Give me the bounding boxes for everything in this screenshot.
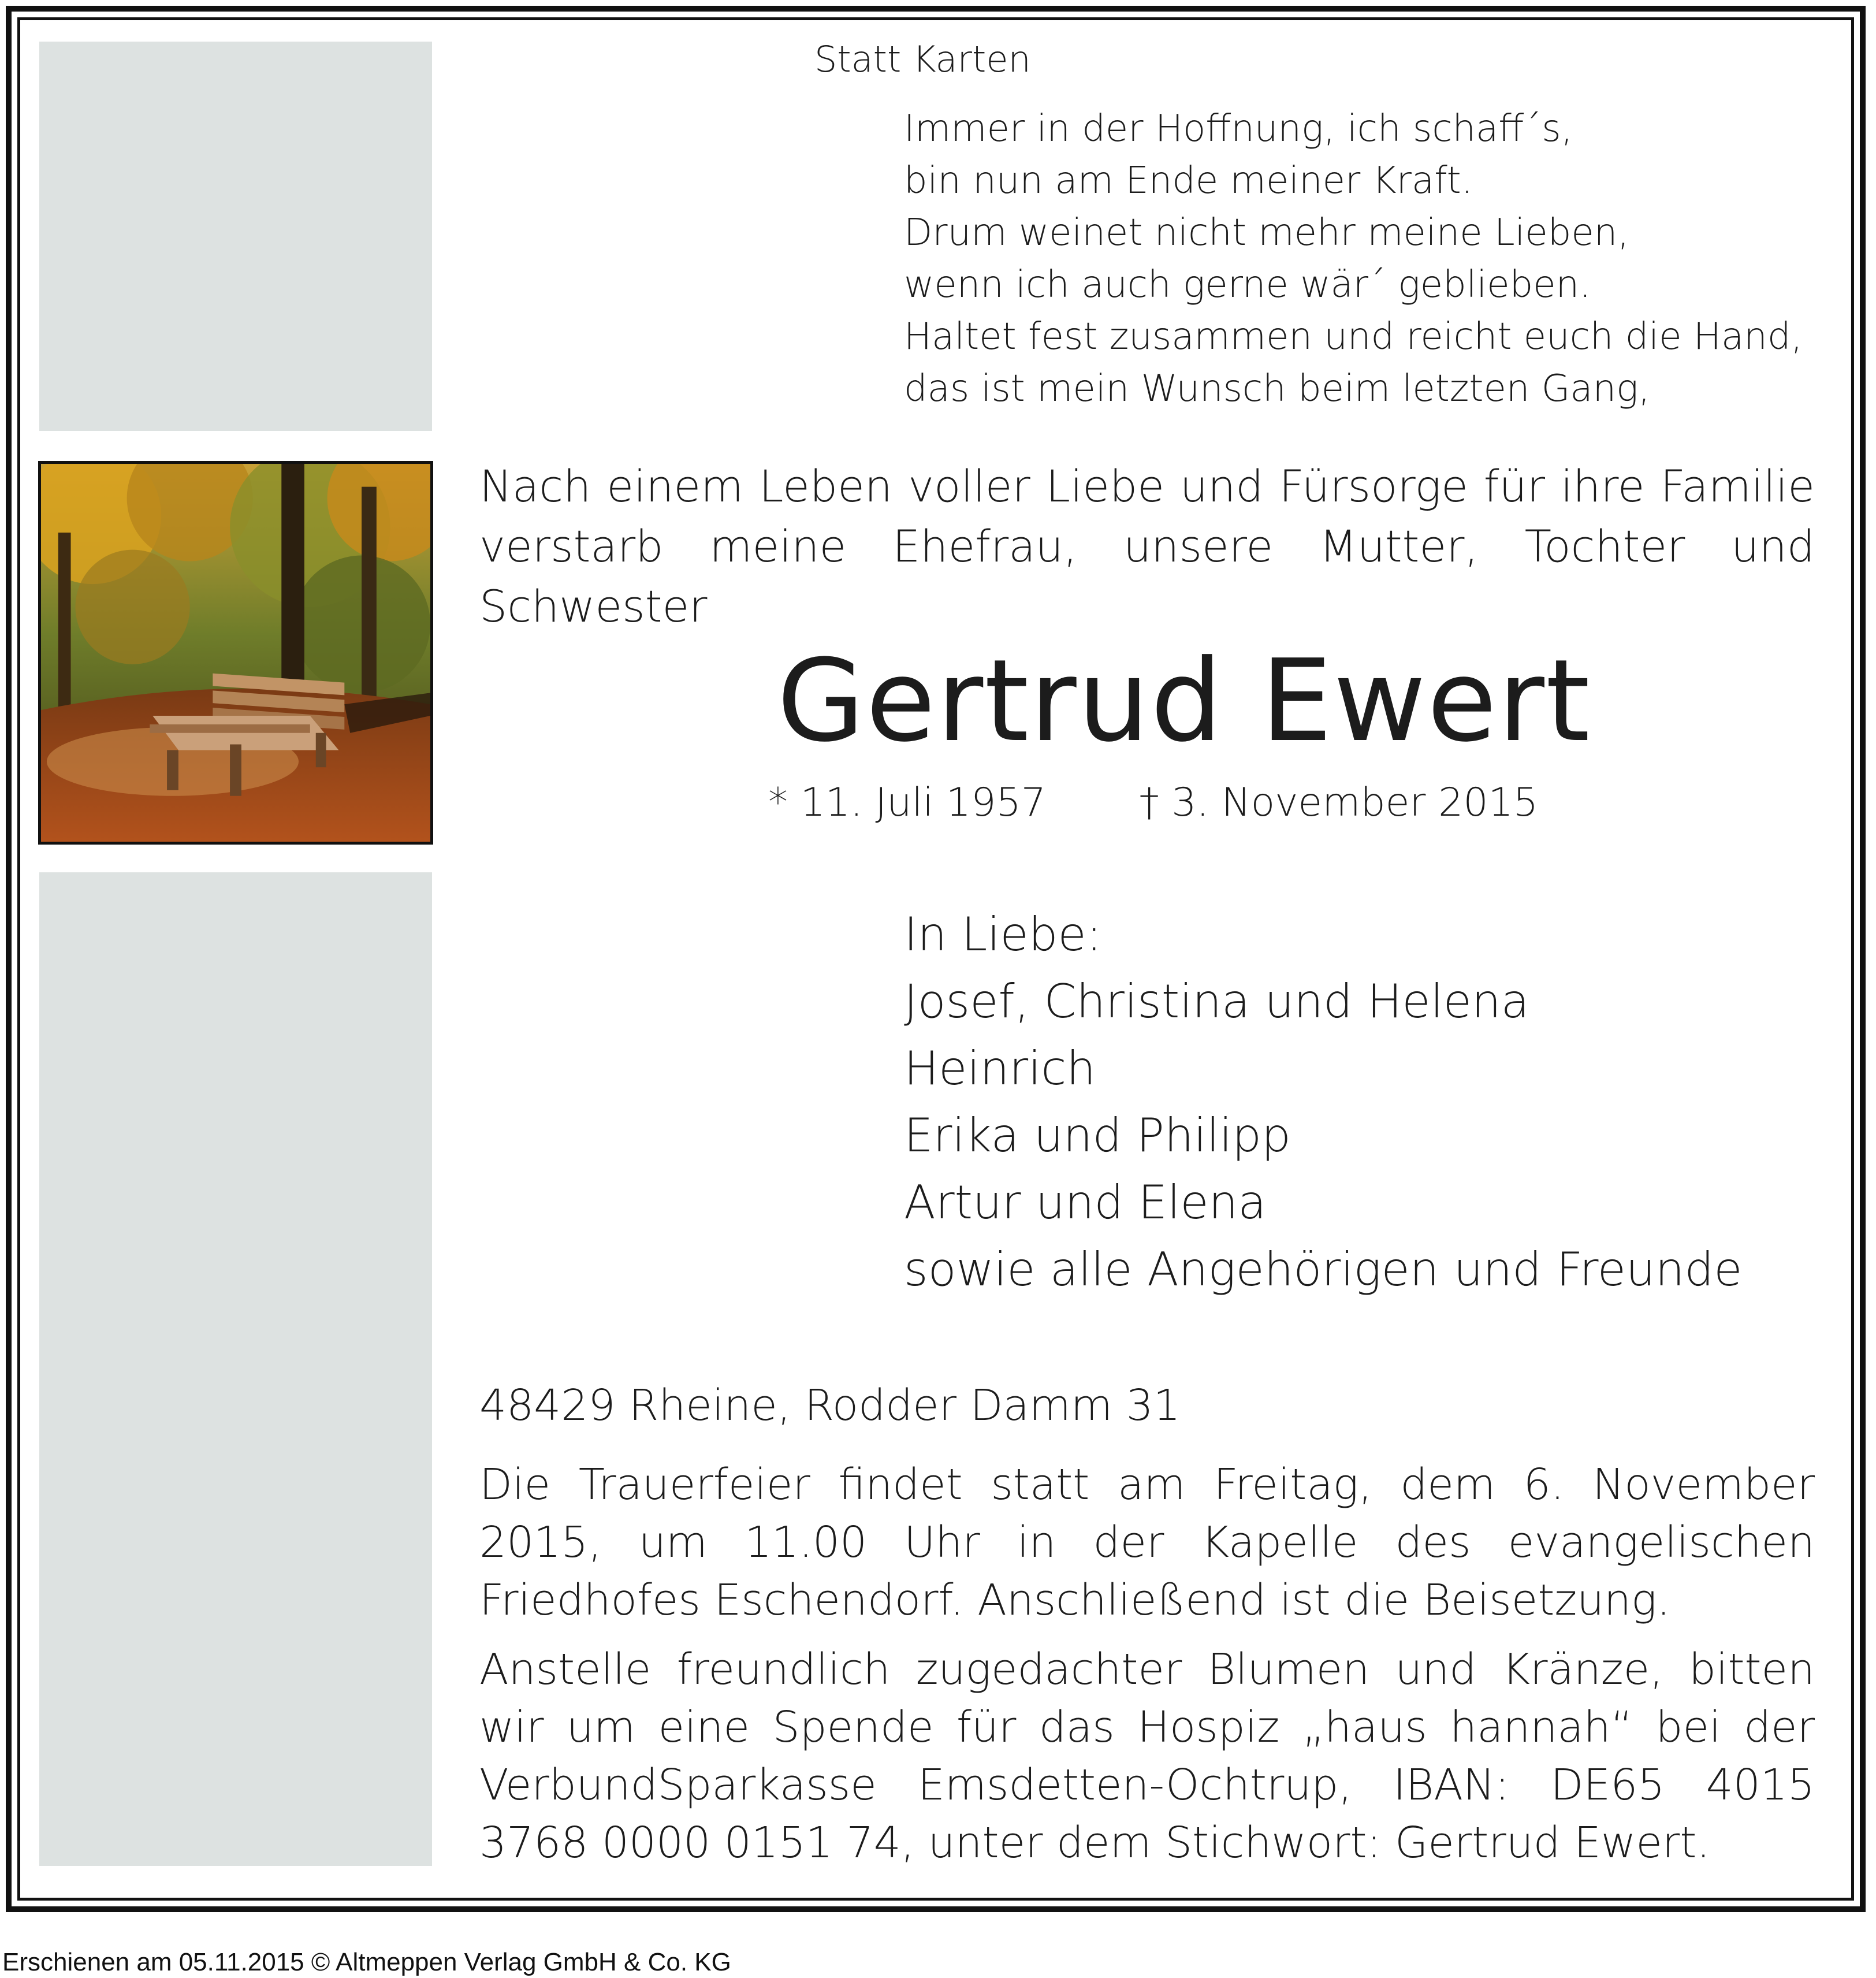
- poem-line: Drum weinet nicht mehr meine Lieben,: [904, 211, 1629, 254]
- autumn-bench-photo: [38, 461, 433, 845]
- autumn-bench-illustration: [41, 464, 430, 842]
- intro-paragraph: Nach einem Leben voller Liebe und Fürsorge für ihre Familie verstarb meine Ehefrau, unsere Mutter, Tochter und Schwester: [479, 460, 1815, 632]
- poem: [904, 103, 1803, 415]
- birth-date: * 11. Juli 1957: [768, 780, 1046, 826]
- gray-panel-top: [39, 42, 432, 431]
- address: 48429 Rheine, Rodder Damm 31: [479, 1381, 1181, 1430]
- mourners-list: [904, 901, 1742, 1303]
- life-dates: [768, 780, 1538, 826]
- poem-line: wenn ich auch gerne wär´ geblieben.: [904, 263, 1591, 306]
- mourner-entry: Erika und Philipp: [904, 1109, 1291, 1162]
- poem-line: Haltet fest zusammen und reicht euch die Hand,: [904, 315, 1803, 358]
- mourner-entry: sowie alle Angehörigen und Freunde: [904, 1243, 1743, 1296]
- deceased-name: Gertrud Ewert: [777, 635, 1591, 767]
- poem-line: das ist mein Wunsch beim letzten Gang,: [904, 367, 1650, 410]
- poem-line: Immer in der Hoffnung, ich schaff´s,: [904, 107, 1573, 150]
- mourner-entry: Heinrich: [904, 1042, 1096, 1095]
- statt-karten-heading: Statt Karten: [814, 38, 1031, 80]
- mourner-entry: Josef, Christina und Helena: [904, 975, 1529, 1028]
- mourners-heading: In Liebe:: [904, 908, 1102, 961]
- gray-panel-bottom: [39, 872, 432, 1866]
- publication-footer: Erschienen am 05.11.2015 © Altmeppen Verlag GmbH & Co. KG: [2, 1948, 731, 1976]
- donation-info: Anstelle freundlich zugedachter Blumen und Kränze, bitten wir um eine Spende für das Hospiz „haus hannah“ bei der VerbundSparkasse Emsdetten-Ochtrup, IBAN: DE65 4015 3768 0000 0151 74, unter dem Stichwort: Gertrud Ewert.: [479, 1645, 1815, 1868]
- poem-line: bin nun am Ende meiner Kraft.: [904, 159, 1473, 202]
- death-date: † 3. November 2015: [1139, 780, 1539, 826]
- mourner-entry: Artur und Elena: [904, 1176, 1267, 1229]
- service-info: Die Trauerfeier findet statt am Freitag, dem 6. November 2015, um 11.00 Uhr in der Kapelle des evangelischen Friedhofes Eschendorf. Anschließend ist die Beisetzung.: [479, 1460, 1815, 1625]
